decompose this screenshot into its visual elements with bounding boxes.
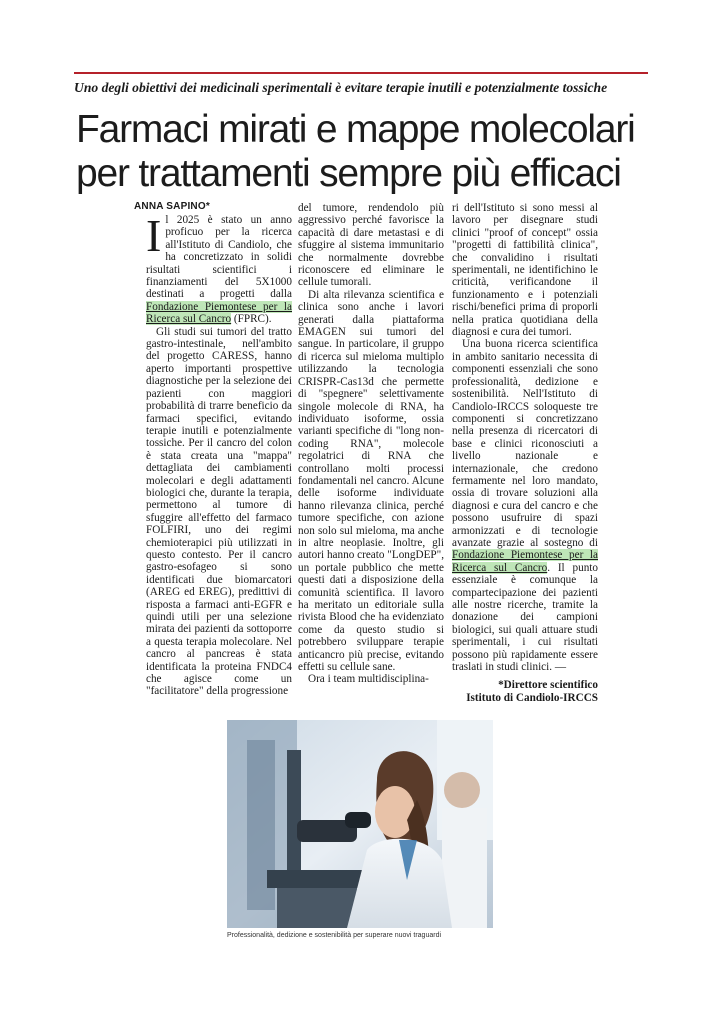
text: Una buona ricerca scientifica in ambito sanitario necessita di componenti essenziali che sono professionalità, dedizione e sostenibilità. Nell'Istituto di Candiolo-IRCCS soloqueste tre componenti si concretizzano nella presenza di ricercatori di base e clinici riconosciuti a livello nazionale e internazionale, che credono fermamente nel loro mandato, ossia di trovare soluzioni alla diagnosi e cura del cancro e che possono usufruire di spazi armonizzati e di tecnologie avanzate grazie al sostegno di xyxy=(452,338,598,549)
article-column-1 xyxy=(146,210,292,698)
article-column-2 xyxy=(298,202,444,686)
signature-institute: Istituto di Candiolo-IRCCS xyxy=(466,691,598,704)
kicker: Uno degli obiettivi dei medicinali sperimentali è evitare terapie inutili e potenzialmente tossiche xyxy=(74,80,608,95)
photo-caption: Professionalità, dedizione e sostenibilità per superare nuovi traguardi xyxy=(227,932,442,939)
drop-cap: I xyxy=(146,210,162,261)
paragraph xyxy=(146,210,292,326)
paragraph: ri dell'Istituto si sono messi al lavoro per disegnare studi clinici "proof of concept" ossia "progetti di fattibilità clinica", che convalidino i risultati sperimentali, ne identifichino le criticità, verificandone il funzionamento e i potenziali rischi/benefici prima di proporli nella pratica quotidiana della diagnosi e cura dei tumori. xyxy=(452,202,598,339)
signature-title: *Direttore scientifico xyxy=(498,679,598,692)
lab-photo xyxy=(227,720,493,928)
top-rule xyxy=(74,72,648,74)
signature xyxy=(452,679,598,704)
text: l 2025 è stato un anno proficuo per la ricerca all'Istituto di Candiolo, che ha concretizzato in solidi risultati scientifici i finanziamenti del 5X1000 destinati a progetti dalla xyxy=(146,214,292,301)
highlight-fprc: Fondazione Piemontese per la Ricerca sul Cancro xyxy=(452,549,598,574)
article-column-3 xyxy=(452,202,598,704)
paragraph: Gli studi sui tumori del tratto gastro-intestinale, nell'ambito del progetto CARESS, hanno aperto importanti prospettive diagnostiche per la selezione dei pazienti con maggiori probabilità di trarre beneficio da farmaci specifici, evitando terapie inutili e potenzialmente tossiche. Per il cancro del colon è stata creata una "mappa" dettagliata dei cambiamenti molecolari e degli adattamenti biologici che, durante la terapia, permettono al tumore di sfuggire all'effetto del farmaco FOLFIRI, uno dei regimi chemioterapici più utilizzati in questo contesto. Per il cancro gastro-esofageo si sono identificati due biomarcatori (AREG ed EREG), predittivi di risposta a farmaci anti-EGFR e quindi utili per una selezione mirata dei pazienti da sottoporre a questa terapia molecolare. Nel cancro al pancreas è stata identificata la proteina FNDC4 che agisce come un "facilitatore" della progressione xyxy=(146,325,292,698)
paragraph: Di alta rilevanza scientifica e clinica sono anche i lavori generati dalla piattaforma EMAGEN sui tumori del sangue. In particolare, il gruppo di ricerca sul mieloma multiplo utilizzando la tecnologia CRISPR-Cas13d che permette di "spegnere" selettivamente singole molecole di RNA, ha individuato isoforme, ossia varianti specifiche di "long non-coding RNA", molecole regolatrici di RNA che controllano molti processi fondamentali nel cancro. Alcune delle isoforme individuate hanno rilevanza clinica, perché tumore specifiche, con azione non solo sul mieloma, ma anche in altre neoplasie. Inoltre, gli autori hanno creato "LongDEP", un portale pubblico che mette questi dati a disposizione della comunità scientifica. Il lavoro ha meritato un editoriale sulla rivista Blood che ha evidenziato come da questo studio si potrebbero sviluppare terapie anticancro più precise, evitando effetti su cellule sane. xyxy=(298,288,444,674)
lab-photo-illustration xyxy=(227,720,493,928)
highlight-fprc: Fondazione Piemontese per la Ricerca sul Cancro xyxy=(146,300,292,326)
paragraph: del tumore, rendendolo più aggressivo perché favorisce la capacità di dare metastasi e di sfuggire al sistema immunitario che normalmente dovrebbe riconoscere ed eliminare le cellule tumorali. xyxy=(298,202,444,289)
headline xyxy=(76,108,646,196)
headline-line-1: Farmaci mirati e mappe molecolari xyxy=(76,108,635,151)
byline: ANNA SAPINO* xyxy=(134,201,210,212)
paragraph: Ora i team multidisciplina- xyxy=(308,673,429,686)
text: . Il punto essenziale è comunque la compartecipazione dei pazienti alle nostre ricerche, tramite la donazione dei campioni biologici, sui quali attuare studi sperimentali, i cui risultati possono più rapidamente essere traslati in studi clinici. — xyxy=(452,561,598,674)
headline-line-2: per trattamenti sempre più efficaci xyxy=(76,152,621,195)
paragraph xyxy=(452,338,598,673)
text: (FPRC). xyxy=(233,313,272,326)
